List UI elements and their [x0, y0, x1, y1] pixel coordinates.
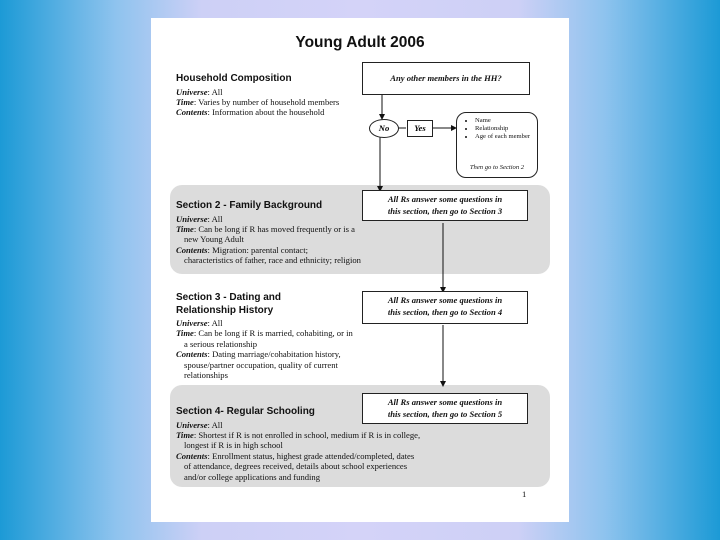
time-value: : Can be long if R is married, cohabiting, or in [193, 328, 353, 339]
yes-goto-text: Then go to Section 2 [469, 164, 525, 171]
contents-value-cont: characteristics of father, race and ethnicity; religion [184, 255, 361, 266]
yes-item: • Relationship [475, 125, 537, 133]
contents-value-cont: of attendance, degrees received, details about school experiences [184, 461, 408, 472]
section-heading-cont: Relationship History [176, 304, 274, 316]
section-heading: Section 3 - Dating and [176, 292, 282, 303]
time-value: : Can be long if R has moved frequently or is a [193, 223, 355, 234]
page-title: Young Adult 2006 [295, 34, 425, 51]
contents-value-cont: relationships [184, 370, 228, 381]
box-line: this section, then go to Section 5 [387, 408, 503, 419]
contents-value-cont: spouse/partner occupation, quality of current [184, 359, 338, 370]
section-3-box [362, 291, 528, 324]
yes-item: • Age of each member [475, 133, 537, 141]
time-label: Time [176, 328, 194, 339]
contents-value: : Dating marriage/cohabitation history, [207, 349, 341, 360]
time-value: : Varies by number of household members [193, 96, 340, 107]
universe-value: : All [207, 213, 223, 224]
time-value-cont: new Young Adult [184, 234, 244, 245]
contents-value-cont: and/or college applications and funding [184, 471, 321, 482]
universe-label: Universe [176, 86, 208, 97]
time-label: Time [176, 223, 194, 234]
time-label: Time [176, 96, 194, 107]
contents-label: Contents [176, 244, 208, 255]
no-oval: No [369, 119, 399, 138]
time-label: Time [176, 429, 194, 440]
contents-label: Contents [176, 107, 208, 118]
universe-label: Universe [176, 213, 208, 224]
contents-value: : Migration: parental contact; [207, 244, 308, 255]
universe-value: : All [207, 318, 223, 328]
yes-item: • Name [475, 117, 537, 125]
yes-details-bubble [456, 112, 538, 178]
time-value-cont: a serious relationship [184, 338, 258, 349]
section-4-box [362, 393, 528, 424]
contents-label: Contents [176, 349, 208, 360]
box-line: All Rs answer some questions in [387, 397, 503, 407]
question-box [362, 62, 530, 95]
time-value-cont: longest if R is in high school [184, 440, 283, 451]
time-value: : Shortest if R is not enrolled in school, medium if R is in college, [193, 429, 421, 440]
box-line: this section, then go to Section 4 [387, 306, 503, 317]
question-text: Any other members in the HH? [390, 73, 502, 83]
box-line: All Rs answer some questions in [387, 295, 503, 305]
universe-label: Universe [176, 318, 208, 328]
universe-label: Universe [176, 419, 208, 430]
section-heading: Section 4- Regular Schooling [176, 406, 315, 417]
section-heading: Section 2 - Family Background [176, 200, 323, 211]
universe-value: : All [207, 419, 223, 430]
box-line: All Rs answer some questions in [387, 194, 503, 204]
contents-value: : Information about the household [207, 107, 325, 118]
section-heading: Household Composition [176, 73, 292, 84]
document-page [151, 18, 569, 522]
contents-label: Contents [176, 450, 208, 461]
box-line: this section, then go to Section 3 [387, 205, 503, 216]
page-number: 1 [522, 489, 527, 499]
universe-value: : All [207, 86, 223, 97]
yes-box: Yes [407, 120, 433, 137]
section-2-box [362, 190, 528, 221]
contents-value: : Enrollment status, highest grade attended/completed, dates [207, 450, 415, 461]
